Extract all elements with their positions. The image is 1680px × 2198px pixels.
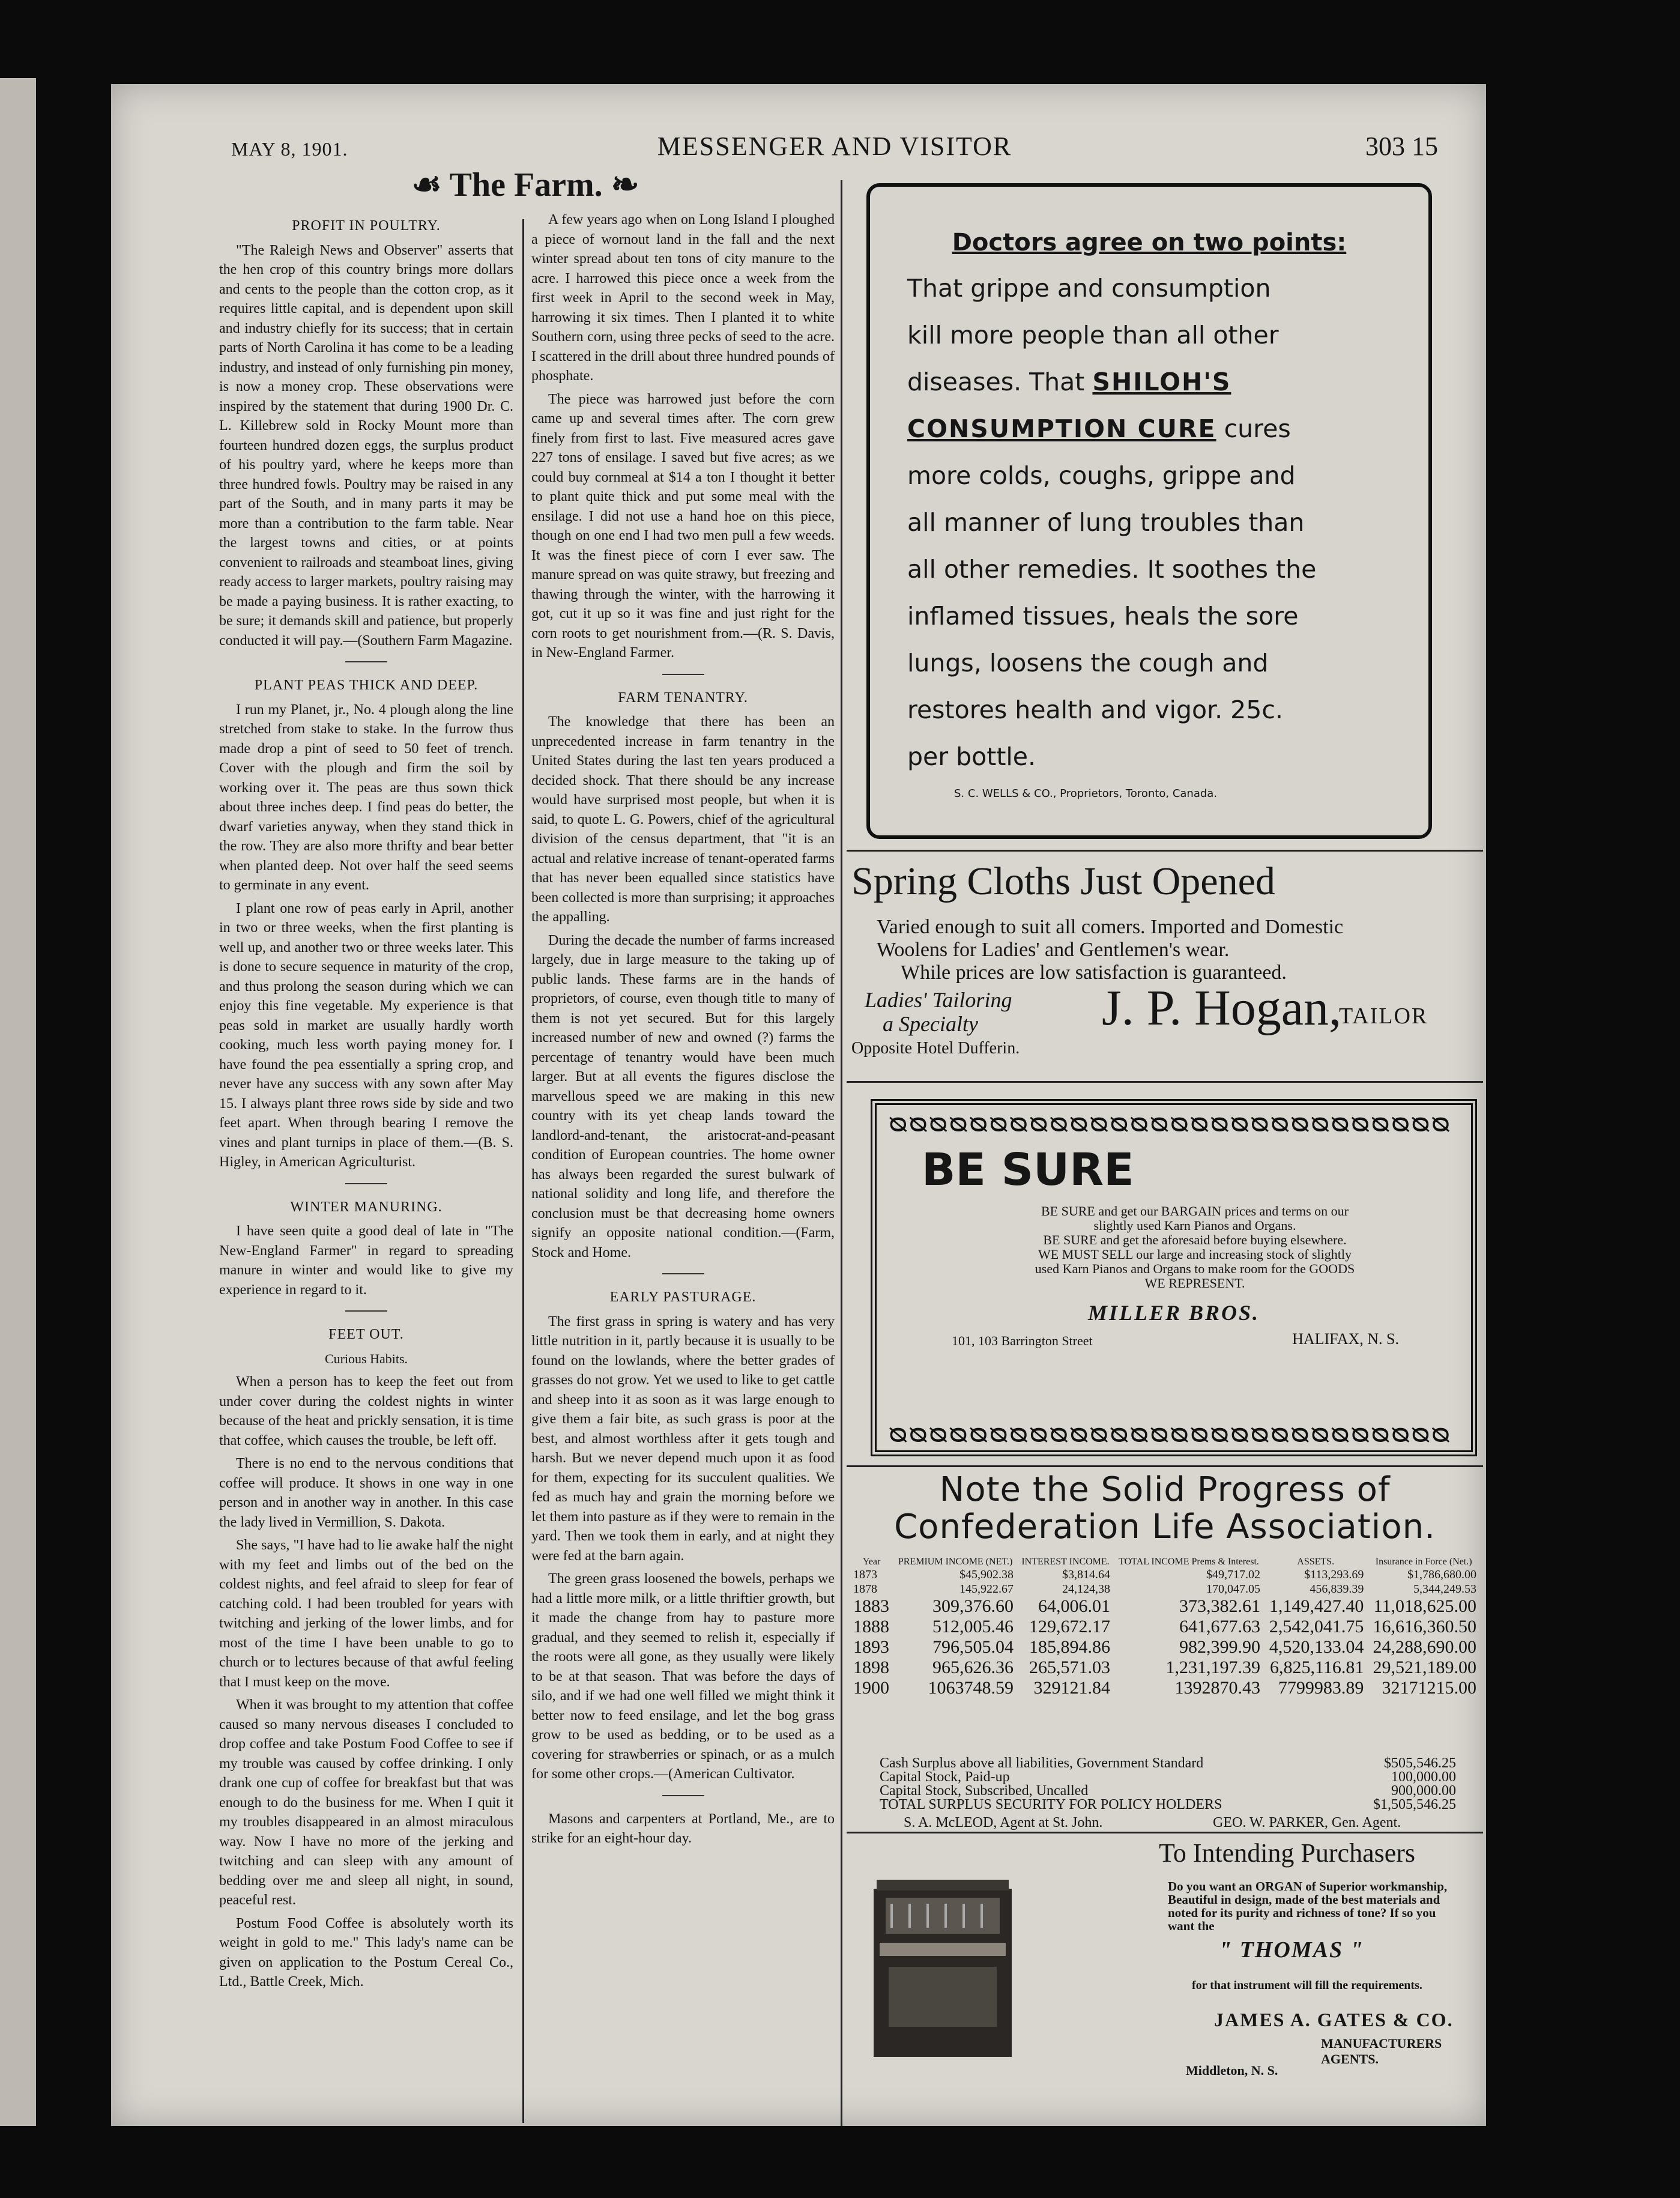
- ad-divider: [847, 850, 1483, 852]
- ad-conf-total-label: Cash Surplus above all liabilities, Government Standard: [880, 1755, 1204, 1771]
- ad-conf-value-cell: 16,616,360.50: [1373, 1617, 1476, 1636]
- ad-conf-year-cell: 1883: [853, 1596, 889, 1616]
- ad-conf-value-cell: 170,047.05: [1206, 1582, 1260, 1596]
- ad-conf-value-cell: 64,006.01: [1038, 1596, 1111, 1616]
- article-feet-out-p4: When it was brought to my attention that coffee caused so many nervous diseases I concluded to drop coffee and take Postum Food Coffee to see if my trouble was caused by coffee drinking. I only drank one cup of coffee for breakfast but that was enough to do the business for me. When I quit it my troubles disappeared in an almost miraculous way. Now I have no more of the jerking and twitching and can sleep with any amount of bedding over me and sleep all night, in sound, peaceful rest.: [219, 1697, 513, 1908]
- ad-conf-headline-line: Confederation Life Association.: [894, 1507, 1436, 1546]
- newspaper-title: MESSENGER AND VISITOR: [657, 132, 1012, 161]
- ad-hogan-specialty-line: Ladies' Tailoring: [865, 988, 1012, 1012]
- ad-conf-column-header: Year: [862, 1557, 881, 1567]
- ad-gates-line: want the: [1168, 1919, 1215, 1933]
- ad-shiloh-headline: Doctors agree on two points:: [952, 229, 1347, 256]
- ad-gates-firm: JAMES A. GATES & CO.: [1214, 2009, 1454, 2030]
- ad-hogan-specialty: [865, 988, 1012, 1036]
- ad-miller-firm: MILLER BROS.: [1087, 1301, 1260, 1325]
- ad-conf-year-cell: 1888: [853, 1617, 889, 1636]
- article-feet-out-p1: When a person has to keep the feet out from under cover during the coldest nights in winter because of the heat and prickly sensation, it is time that coffee, which causes the trouble, be left off.: [219, 1374, 513, 1449]
- ad-confederation-life: [847, 1470, 1483, 1830]
- ad-conf-value-cell: 1063748.59: [928, 1678, 1014, 1698]
- heading-profit-in-poultry: PROFIT IN POULTRY.: [292, 218, 441, 234]
- divider: [662, 1795, 704, 1796]
- news-item-masons: Masons and carpenters at Portland, Me., are to strike for an eight-hour day.: [531, 1811, 835, 1846]
- ad-conf-total-value: $505,546.25: [1384, 1755, 1456, 1771]
- ad-conf-value-cell: 29,521,189.00: [1373, 1658, 1476, 1677]
- heading-early-pasturage: EARLY PASTURAGE.: [609, 1289, 757, 1305]
- article-feet-out-p5: Postum Food Coffee is absolutely worth its weight in gold to me." This lady's name can be given on application to the Postum Cereal Co., Ltd., Battle Creek, Mich.: [219, 1915, 513, 1990]
- ad-miller-line: slightly used Karn Pianos and Organs.: [1093, 1218, 1296, 1233]
- ad-gates-line: Do you want an ORGAN of Superior workmanship,: [1168, 1879, 1448, 1894]
- article-early-pasturage-p2: The green grass loosened the bowels, perhaps we had a little more milk, or a little thriftier growth, but it made the change from hay to pasture more gradual, and they seemed to relish it, especially if the roots were all gone, as they usually were likely to be at that season. That was before the days of silo, and if we had one well filled we might think it better now to feed ensilage, and let the bog grass grow to be used as bedding, or to be used as a covering for strawberries or spinach, or as a mulch for some other crops.—(American Cultivator.: [531, 1571, 835, 1782]
- ad-shiloh-line: inflamed tissues, heals the sore: [907, 602, 1299, 631]
- ad-shiloh-line: per bottle.: [907, 742, 1036, 771]
- ad-hogan-line: Woolens for Ladies' and Gentlemen's wear.: [877, 939, 1230, 961]
- ad-conf-total-row: [880, 1770, 1456, 1784]
- ad-conf-value-cell: 2,542,041.75: [1269, 1617, 1364, 1636]
- ad-gates-city: Middleton, N. S.: [1186, 2063, 1278, 2078]
- ad-conf-value-cell: 11,018,625.00: [1373, 1596, 1476, 1616]
- ad-gates-line: Beautiful in design, made of the best materials and: [1168, 1892, 1440, 1907]
- ad-conf-value-cell: 5,344,249.53: [1413, 1582, 1476, 1596]
- article-winter-manuring: I have seen quite a good deal of late in "The New-England Farmer" in regard to spreading manure in winter and would like to give my experience in regard to it.: [219, 1223, 513, 1298]
- ad-shiloh-text: diseases. That: [907, 368, 1085, 396]
- ad-shiloh-body: [907, 265, 1404, 780]
- ad-miller-line: BE SURE and get our BARGAIN prices and terms on our: [1041, 1203, 1349, 1219]
- ad-miller-city: HALIFAX, N. S.: [1292, 1330, 1399, 1348]
- ad-shiloh-brand: SHILOH'S: [1092, 368, 1231, 396]
- ad-conf-value-cell: 1,149,427.40: [1269, 1596, 1364, 1616]
- ad-gates-headline: To Intending Purchasers: [1159, 1838, 1416, 1868]
- ad-miller-line: BE SURE and get the aforesaid before buying elsewhere.: [1043, 1232, 1347, 1247]
- ad-conf-total-row: [880, 1757, 1456, 1770]
- ad-conf-value-cell: 4,520,133.04: [1269, 1637, 1364, 1657]
- ad-miller-line: WE MUST SELL our large and increasing stock of slightly: [1038, 1247, 1352, 1262]
- ad-shiloh-line: kill more people than all other: [907, 321, 1279, 350]
- ad-divider: [847, 1081, 1483, 1083]
- ornament-bottom-icon: ᴓᴓᴓᴓᴓᴓᴓᴓᴓᴓᴓᴓᴓᴓᴓᴓᴓᴓᴓᴓᴓᴓᴓᴓᴓᴓᴓᴓ: [889, 1417, 1452, 1449]
- ad-conf-value-cell: 185,894.86: [1029, 1637, 1111, 1657]
- ad-conf-total-label: Capital Stock, Paid-up: [880, 1769, 1010, 1785]
- ad-conf-value-cell: 1,231,197.39: [1165, 1658, 1260, 1677]
- ad-conf-table-row: [850, 1637, 1480, 1658]
- issue-date: MAY 8, 1901.: [231, 138, 348, 160]
- ad-conf-value-cell: 32171215.00: [1382, 1678, 1476, 1698]
- heading-farm-tenantry: FARM TENANTRY.: [618, 689, 748, 706]
- ad-conf-headline-line: Note the Solid Progress of: [939, 1470, 1391, 1509]
- article-plant-peas-p2: I plant one row of peas early in April, another in two or three weeks, when the first planting is well up, and another two or three weeks later. This is done to secure sequence in maturity of the crop, and thus prolong the season during which we can enjoy this fine vegetable. My experience is that peas sold in market are usually hardly worth cooking, much less worth paying money for. I have found the pea essentially a spring crop, and never have any success with any sown after May 15. I always plant three rows side by side and two feet apart. When through bearing I remove the vines and plant turnips in place of them.—(B. S. Higley, in American Agriculturist.: [219, 900, 513, 1170]
- article-plant-peas-p1: I run my Planet, jr., No. 4 plough along the line stretched from stake to stake. In the furrow thus made drop a pint of seed to 50 feet of trench. Cover with the plough and firm the soil by working over it. The peas are thus sown thick about three inches deep. I find peas do better, the dwarf varieties anyway, when they stand thick in the row. They are also more thrifty and bear better when planted deep. Not over half the seed seems to germinate in any event.: [219, 701, 513, 893]
- ad-conf-value-cell: 456,839.39: [1310, 1582, 1364, 1596]
- ad-hogan-line: While prices are low satisfaction is guaranteed.: [901, 961, 1287, 984]
- ad-shiloh-text: cures: [1224, 414, 1291, 443]
- ad-conf-value-cell: 6,825,116.81: [1269, 1658, 1364, 1677]
- ad-shiloh-cure: [866, 183, 1432, 839]
- ad-shiloh-line: more colds, coughs, grippe and: [907, 461, 1296, 490]
- ad-gates-line: noted for its purity and richness of tone? If so you: [1168, 1906, 1436, 1920]
- ad-conf-gen-agent: GEO. W. PARKER, Gen. Agent.: [1213, 1815, 1401, 1830]
- ad-conf-table: [850, 1557, 1480, 1698]
- column-1: [219, 210, 513, 1996]
- article-corn-p1: A few years ago when on Long Island I ploughed a piece of wornout land in the fall and the next winter spread about ten tons of city manure to the acre. I harrowed this piece once a week from the first week in April to the second week in May, harrowing it six times. Then I planted it to white Southern corn, using three pecks of seed to the acre. I scattered in the drill about three hundred pounds of phosphate.: [531, 212, 835, 384]
- organ-illustration-icon: [868, 1877, 1018, 2063]
- ad-conf-value-cell: 24,124,38: [1062, 1582, 1111, 1596]
- ad-conf-year-cell: 1873: [853, 1568, 877, 1581]
- ad-hogan-headline: Spring Cloths Just Opened: [851, 859, 1275, 903]
- ad-hogan-tailor: [847, 859, 1483, 1058]
- ad-conf-totals: [880, 1757, 1456, 1812]
- ad-miller-line: WE REPRESENT.: [1144, 1276, 1245, 1291]
- ad-conf-value-cell: 796,505.04: [932, 1637, 1014, 1657]
- ad-conf-value-cell: $1,786,680.00: [1407, 1568, 1476, 1581]
- ad-conf-total-value: 900,000.00: [1391, 1783, 1456, 1799]
- ornament-top-icon: ᴓᴓᴓᴓᴓᴓᴓᴓᴓᴓᴓᴓᴓᴓᴓᴓᴓᴓᴓᴓᴓᴓᴓᴓᴓᴓᴓᴓ: [889, 1106, 1452, 1139]
- ad-shiloh-product: CONSUMPTION CURE: [907, 414, 1216, 443]
- divider: [345, 1310, 387, 1312]
- ad-shiloh-proprietors: S. C. WELLS & CO., Proprietors, Toronto, Canada.: [954, 787, 1218, 800]
- ad-conf-year-cell: 1878: [853, 1582, 877, 1596]
- column-rule: [522, 219, 524, 2123]
- ad-conf-value-cell: $3,814.64: [1062, 1568, 1111, 1581]
- ad-miller-line: used Karn Pianos and Organs to make room for the GOODS: [1035, 1261, 1355, 1276]
- ad-conf-table-row: [850, 1567, 1480, 1582]
- ad-divider: [847, 1465, 1483, 1467]
- ad-shiloh-line: That grippe and consumption: [907, 274, 1271, 303]
- ad-conf-table-row: [850, 1658, 1480, 1678]
- heading-plant-peas: PLANT PEAS THICK AND DEEP.: [254, 677, 479, 693]
- ad-conf-column-header: INTEREST INCOME.: [1021, 1557, 1110, 1567]
- ad-conf-value-cell: $49,717.02: [1206, 1568, 1260, 1581]
- ad-conf-value-cell: 982,399.90: [1179, 1637, 1260, 1657]
- ad-conf-year-cell: 1893: [853, 1637, 889, 1657]
- ad-conf-column-header: TOTAL INCOME Prems & Interest.: [1119, 1557, 1259, 1567]
- ad-conf-value-cell: 129,672.17: [1029, 1617, 1111, 1636]
- divider: [345, 661, 387, 662]
- article-corn-p2: The piece was harrowed just before the corn came up and several times after. The corn grew finely from first to last. Five measured acres gave 227 tons of ensilage. I saved but five acres; as we could buy cornmeal at $14 a ton I thought it better to plant quite thick and put some meal with the ensilage. I did not use a hand hoe on this piece, though on one end I had two men pull a few weeds. It was the finest piece of corn I ever saw. The manure spread on was quite strawy, but freezing and thawing through the winter, with the harrowing it got, cut it up so it was fine and just right for the corn roots to get nourishment from.—(R. S. Davis, in New-England Farmer.: [531, 391, 835, 661]
- heading-winter-manuring: WINTER MANURING.: [290, 1199, 443, 1215]
- ad-conf-value-cell: 965,626.36: [932, 1658, 1014, 1677]
- column-rule-ads: [841, 180, 842, 2126]
- ad-shiloh-line: [907, 405, 1404, 452]
- ad-shiloh-line: [907, 359, 1404, 405]
- ad-conf-total-row: [880, 1798, 1456, 1812]
- ad-divider: [847, 1832, 1483, 1833]
- ad-conf-value-cell: $45,902.38: [959, 1568, 1014, 1581]
- ad-shiloh-line: restores health and vigor. 25c.: [907, 695, 1283, 724]
- column-2: [531, 210, 835, 1852]
- ad-hogan-line: Varied enough to suit all comers. Imported and Domestic: [877, 916, 1344, 938]
- ad-conf-value-cell: 373,382.61: [1179, 1596, 1260, 1616]
- ad-conf-year-cell: 1900: [853, 1678, 889, 1698]
- divider: [662, 674, 704, 675]
- ad-conf-table-row: [850, 1582, 1480, 1596]
- ad-conf-value-cell: 641,677.63: [1179, 1617, 1260, 1636]
- ad-conf-year-cell: 1898: [853, 1658, 889, 1677]
- ad-miller-headline: BE SURE: [922, 1144, 1134, 1196]
- ad-conf-value-cell: 329121.84: [1033, 1678, 1111, 1698]
- newspaper-page: [111, 84, 1486, 2126]
- ad-conf-value-cell: 145,922.67: [959, 1582, 1014, 1596]
- ad-conf-table-row: [850, 1596, 1480, 1617]
- ad-conf-column-header: ASSETS.: [1297, 1557, 1335, 1567]
- subheading-curious-habits: Curious Habits.: [324, 1351, 408, 1366]
- ad-shiloh-line: all other remedies. It soothes the: [907, 555, 1317, 584]
- ad-conf-column-header: Insurance in Force (Net.): [1375, 1557, 1472, 1567]
- ad-gates-copy: [1168, 1880, 1468, 1933]
- ad-conf-headline: [847, 1471, 1483, 1546]
- ad-conf-value-cell: $113,293.69: [1304, 1568, 1364, 1581]
- ad-gates-requirements: for that instrument will fill the requirements.: [1192, 1979, 1422, 1992]
- ad-conf-value-cell: 309,376.60: [932, 1596, 1014, 1616]
- article-feet-out-p2: There is no end to the nervous conditions that coffee will produce. It shows in one way in one person and in another way in another. In this case the lady lived in Vermillion, S. Dakota.: [219, 1456, 513, 1530]
- divider: [345, 1183, 387, 1184]
- ad-hogan-copy: [877, 916, 1343, 984]
- ad-conf-total-value: $1,505,546.25: [1373, 1797, 1456, 1812]
- ad-conf-table-row: [850, 1617, 1480, 1637]
- heading-feet-out: FEET OUT.: [328, 1327, 404, 1342]
- ad-conf-agent-stjohn: S. A. McLEOD, Agent at St. John.: [904, 1815, 1103, 1830]
- article-feet-out-p3: She says, "I have had to lie awake half the night with my feet and limbs out of the bed on the coldest nights, and feel afraid to sleep for fear of catching cold. I had been troubled for years with twitching and jerking of the lower limbs, and for most of the time I have been unable to go to church or to lectures because of that awful feeling that I must keep on the move.: [219, 1537, 513, 1690]
- facing-page-strip: [0, 78, 36, 2126]
- ad-shiloh-line: lungs, loosens the cough and: [907, 649, 1269, 677]
- ad-conf-value-cell: 265,571.03: [1029, 1658, 1111, 1677]
- article-profit-in-poultry: "The Raleigh News and Observer" asserts that the hen crop of this country brings more dollars and cents to the people than the cotton crop, as it requires little capital, and is dependent upon skill and industry chiefly for its success; that in certain parts of North Carolina it has come to be a leading industry, and instead of only furnishing pin money, is now a money crop. These observations were inspired by the statement that during 1900 Dr. C. L. Killebrew sold in Rocky Mount more than fourteen hundred dozen eggs, the surplus product of his poultry yard, where he keeps more than three hundred fowls. Poultry may be raised in any part of the South, and in many parts it may be more than a contribution to the farm table. Near the largest towns and cities, or at points convenient to railroads and steamboat lines, giving ready access to larger markets, poultry raising may be made a paying business. It is rather exacting, to be sure; it demands skill and patience, but properly conducted it will pay.—(Southern Farm Magazine.: [219, 242, 513, 649]
- article-farm-tenantry-p2: During the decade the number of farms increased largely, due in large measure to the taking up of public lands. These farms are in the hands of proprietors, of course, even though title to many of them is not yet secured. But for this largely increased number of new and owned (?) farms the percentage of tenantry would have been much larger. But at all events the figures disclose the marvellous speed we are making in this new country with its yet cheap lands toward the landlord-and-tenant, the aristocrat-and-peasant condition of European countries. The home owner has always been regarded the surest bulwark of national solidity and long life, and therefore the conclusion must be that decreasing home owners signify an opposite national condition.—(Farm, Stock and Home.: [531, 932, 835, 1261]
- section-title: ☙ The Farm. ❧: [411, 166, 639, 204]
- ad-conf-value-cell: 512,005.46: [932, 1617, 1014, 1636]
- ad-hogan-specialty-line: a Specialty: [883, 1012, 978, 1036]
- ad-hogan-tailor-label: TAILOR: [1339, 1004, 1428, 1029]
- ad-conf-value-cell: 1392870.43: [1174, 1678, 1260, 1698]
- ad-gates-brand: " THOMAS ": [1219, 1937, 1364, 1963]
- ad-hogan-address: Opposite Hotel Dufferin.: [851, 1039, 1020, 1058]
- ad-miller-copy: [949, 1204, 1441, 1291]
- ad-shiloh-line: all manner of lung troubles than: [907, 508, 1305, 537]
- ad-conf-value-cell: 24,288,690.00: [1373, 1637, 1476, 1657]
- ad-conf-total-row: [880, 1784, 1456, 1798]
- ad-conf-total-value: 100,000.00: [1391, 1769, 1456, 1785]
- page-header: [231, 126, 1438, 168]
- ad-conf-column-header: PREMIUM INCOME (NET.): [898, 1557, 1013, 1567]
- ad-conf-table-row: [850, 1678, 1480, 1698]
- ad-miller-street: 101, 103 Barrington Street: [952, 1333, 1093, 1348]
- article-early-pasturage-p1: The first grass in spring is watery and has very little nutrition in it, partly because it is usually to be found on the lowlands, where the better grades of grasses do not grow. Yet we used to like to get cattle and sheep into it as soon as it was large enough to give them a fair bite, as such grass is poor at the best, and almost worthless after it gets tough and harsh. But we never depend much upon it as food for them, expecting for its succulent qualities. We fed as much hay and grain the morning before we let them into pasture as if they were to remain in the yard. Then we took them in early, and at night they were fed at the barn again.: [531, 1313, 835, 1564]
- ad-gates-agents: MANUFACTURERS AGENTS.: [1321, 2036, 1442, 2066]
- ad-conf-total-label: TOTAL SURPLUS SECURITY FOR POLICY HOLDERS: [880, 1797, 1222, 1812]
- ad-conf-total-label: Capital Stock, Subscribed, Uncalled: [880, 1783, 1089, 1799]
- page-numbers: 303 15: [1365, 132, 1438, 161]
- article-farm-tenantry-p1: The knowledge that there has been an unprecedented increase in farm tenantry in the United States during the last ten years produced a decided shock. That there should be any increase would have surprised most people, but when it is said, to quote L. G. Powers, chief of the agricultural division of the census department, that "it is an actual and relative increase of tenant-operated farms that has never been equalled since statistics have been collected is more than surprising; it approaches the appalling.: [531, 714, 835, 925]
- ad-hogan-name: J. P. Hogan,: [1102, 980, 1342, 1036]
- ad-miller-bros: [871, 1099, 1477, 1456]
- ad-conf-value-cell: 7799983.89: [1278, 1678, 1364, 1698]
- divider: [662, 1273, 704, 1274]
